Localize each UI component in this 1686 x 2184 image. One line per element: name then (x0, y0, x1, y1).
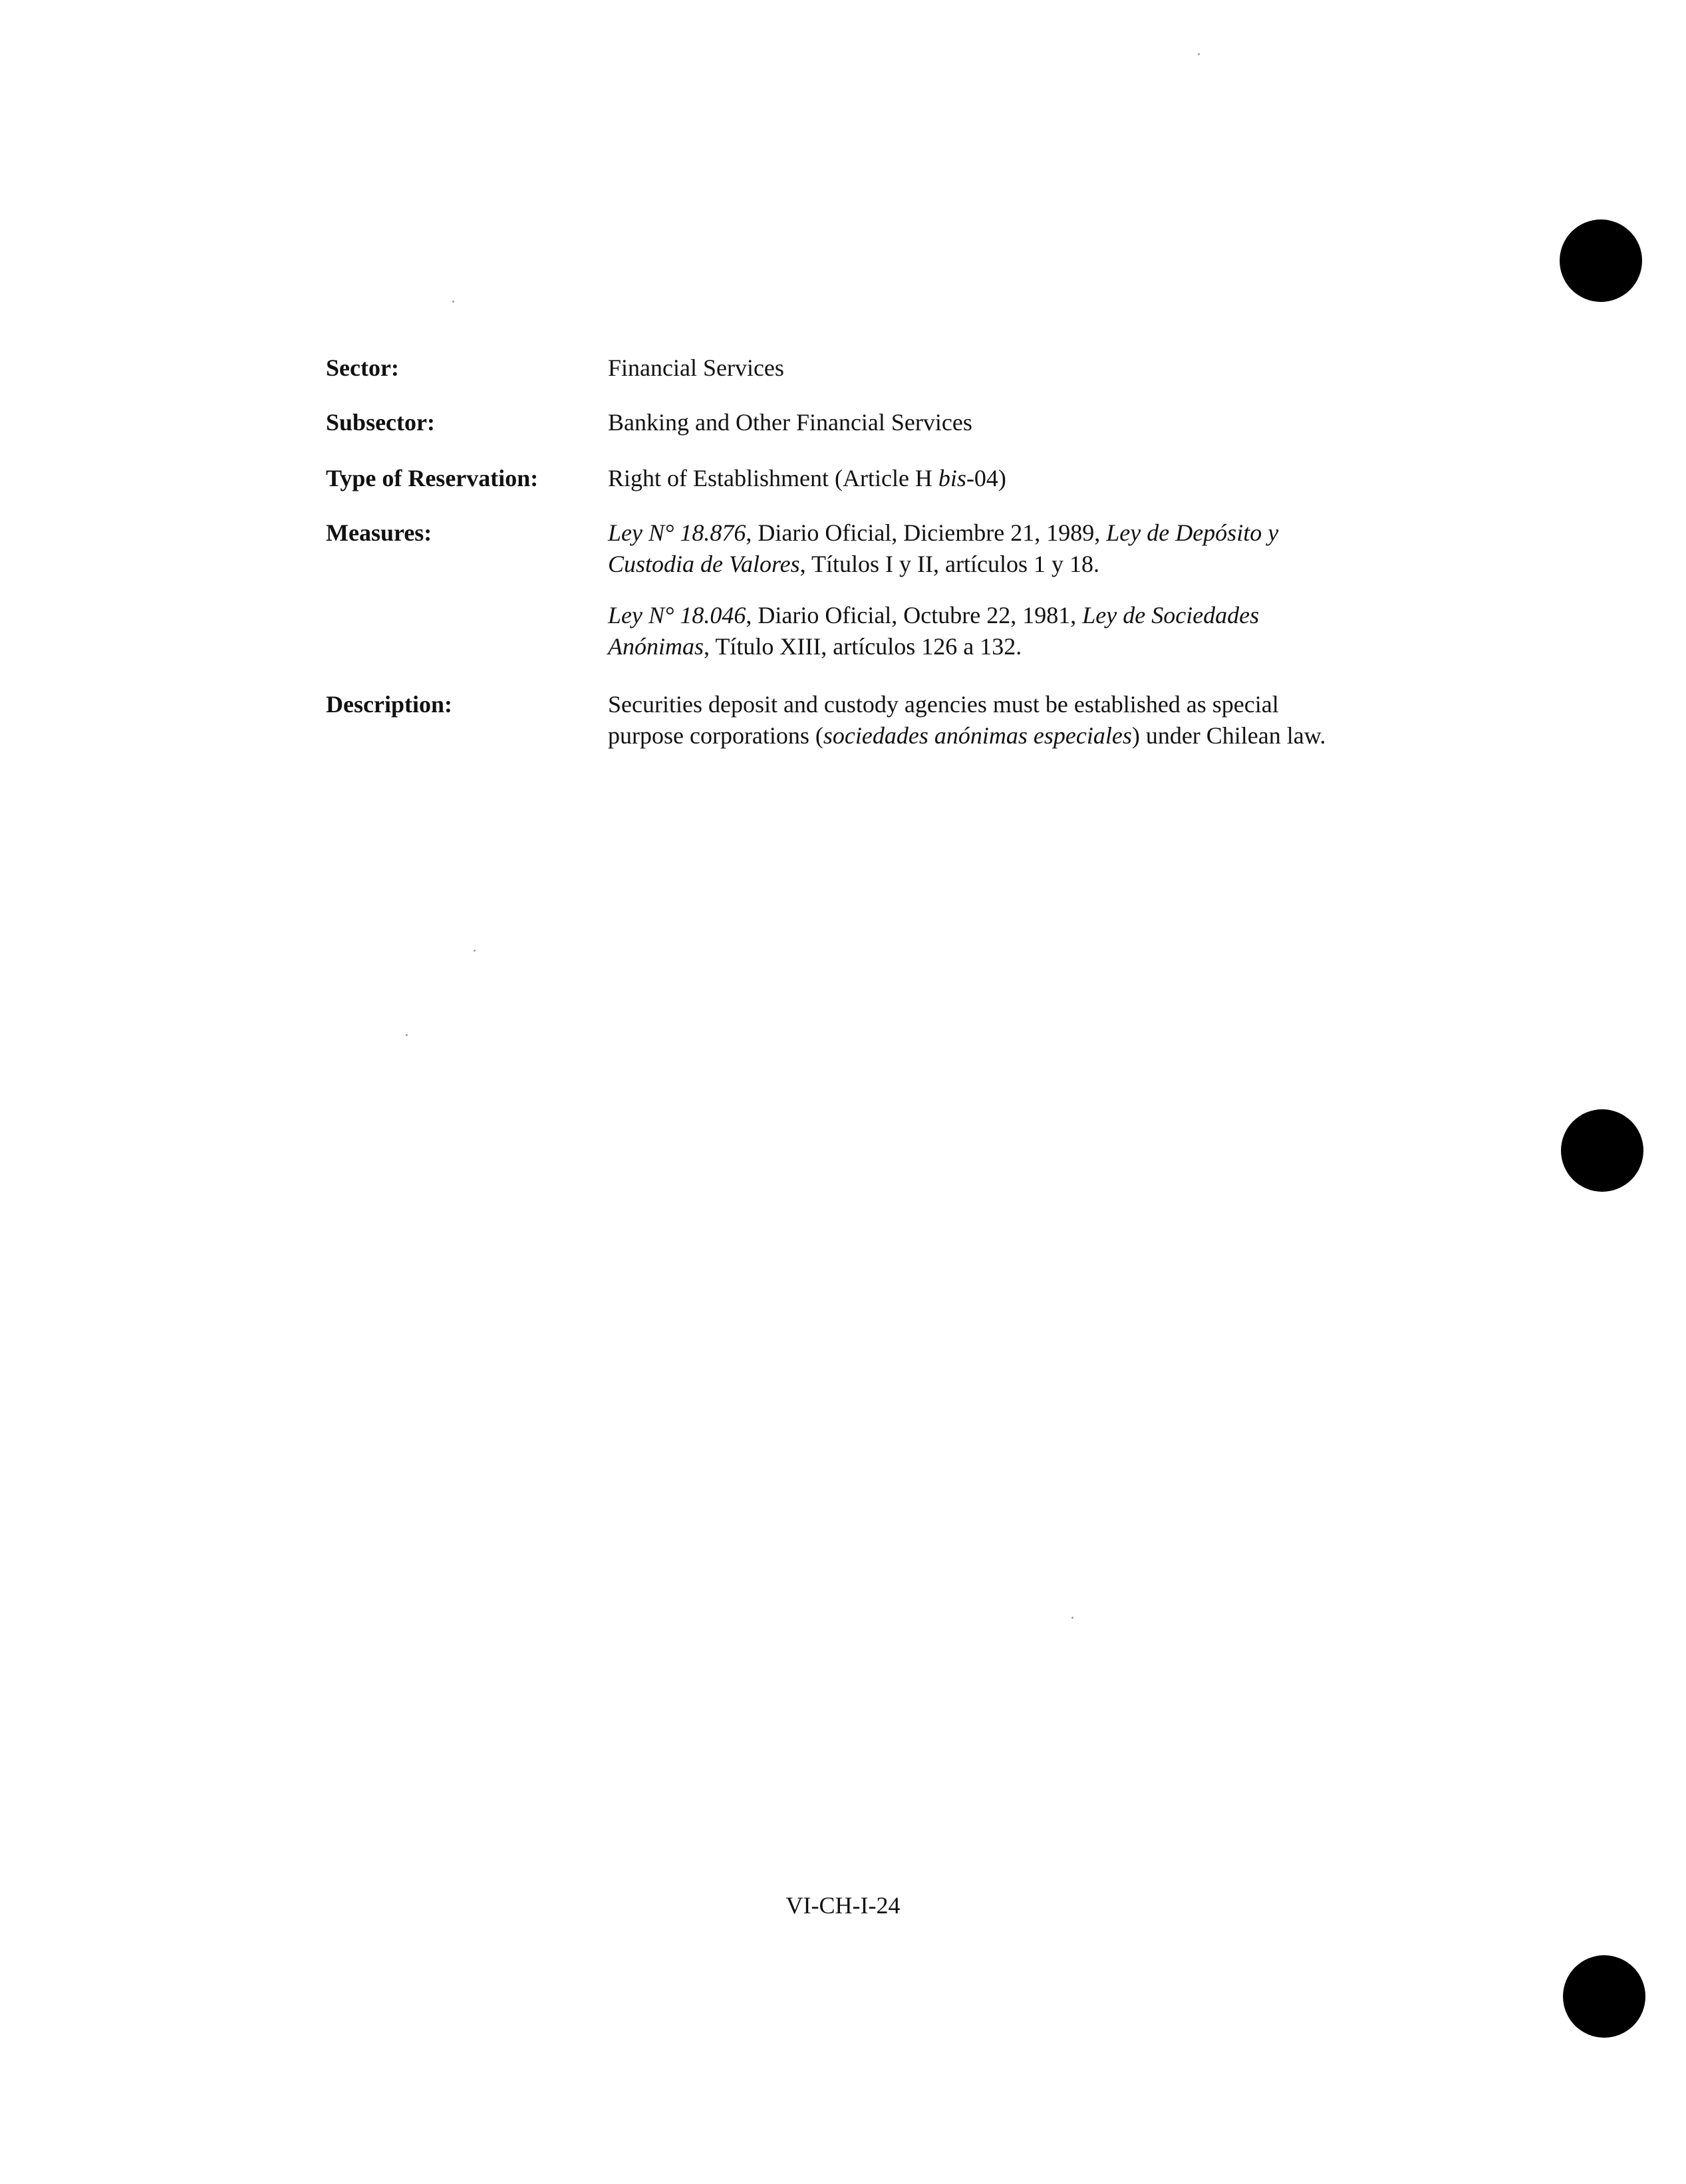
type-of-reservation-value (608, 463, 1353, 494)
measures-list (608, 517, 1353, 662)
measure-item (608, 600, 1353, 662)
measure-item (608, 517, 1353, 580)
punch-hole-top (1560, 219, 1642, 302)
measures-label: Measures: (326, 519, 432, 546)
type-of-reservation-label: Type of Reservation: (326, 465, 539, 491)
subsector-label: Subsector: (326, 409, 435, 436)
punch-hole-bottom (1563, 1955, 1645, 2038)
measure-title: Ley de Sociedades Anónimas (608, 602, 1260, 660)
measure-text: , Diario Oficial, Octubre 22, 1981, (746, 602, 1083, 628)
scan-speck (1071, 1617, 1073, 1619)
scan-speck (452, 301, 454, 303)
sector-value: Financial Services (608, 354, 784, 381)
description-value (608, 689, 1353, 751)
scan-speck (474, 950, 476, 952)
type-of-reservation-suffix: -04) (966, 465, 1006, 491)
description-text: Securities deposit and custody agencies must be established as special purpose corporations ( (608, 691, 1279, 749)
type-of-reservation-italic: bis (938, 465, 966, 491)
measure-law: Ley N° 18.046 (608, 602, 746, 628)
measure-title: Ley de Depósito y Custodia de Valores (608, 519, 1279, 577)
scan-speck (1198, 53, 1200, 55)
measure-text: , Título XIII, artículos 126 a 132. (704, 633, 1022, 660)
description-label: Description: (326, 691, 452, 718)
description-italic: sociedades anónimas especiales (823, 722, 1132, 749)
sector-label: Sector: (326, 354, 399, 381)
page-number: VI-CH-I-24 (785, 1892, 901, 1919)
subsector-value: Banking and Other Financial Services (608, 409, 972, 436)
measure-text: , Diario Oficial, Diciembre 21, 1989, (746, 519, 1107, 546)
punch-hole-middle (1561, 1109, 1643, 1192)
measure-law: Ley N° 18.876 (608, 519, 746, 546)
measure-text: , Títulos I y II, artículos 1 y 18. (799, 551, 1099, 577)
description-text: ) under Chilean law. (1131, 722, 1326, 749)
scan-speck (406, 1034, 408, 1036)
type-of-reservation-prefix: Right of Establishment (Article H (608, 465, 938, 491)
